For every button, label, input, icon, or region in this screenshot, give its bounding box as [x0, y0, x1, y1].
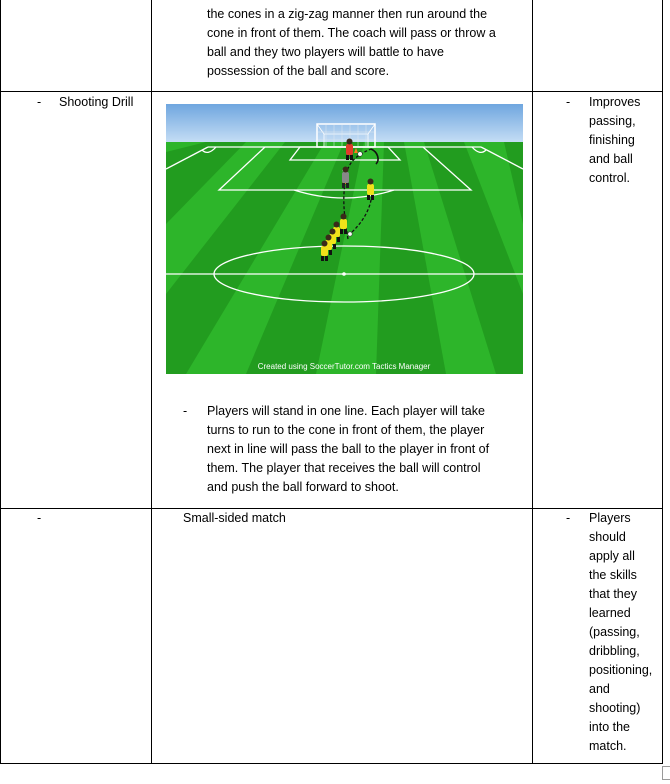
row2-outcome-line: passing, [589, 114, 636, 128]
shooting-drill-diagram [166, 104, 523, 374]
row3-outcome-line: should [589, 530, 626, 544]
row3-outcome [589, 509, 652, 756]
row2-description-line: and push the ball forward to shoot. [207, 480, 399, 494]
row3-outcome-line: into the [589, 720, 631, 734]
page-corner-marker [662, 766, 670, 780]
row2-description-line: next in line will pass the ball to the player in front of [207, 442, 490, 456]
row2-description-line: them. The player that receives the ball will control [207, 461, 481, 475]
table-row-divider-1 [0, 91, 663, 92]
table-border-left [0, 0, 1, 764]
row3-description: Small-sided match [183, 511, 286, 525]
row2-outcome-line: control. [589, 171, 630, 185]
row2-description [207, 402, 489, 497]
row2-outcome [589, 93, 640, 188]
row1-description-line: the cones in a zig-zag manner then run around the [207, 7, 488, 21]
row1-description-line: possession of the ball and score. [207, 64, 390, 78]
row1-description [207, 5, 496, 81]
row3-outcome-line: and [589, 682, 610, 696]
row3-outcome-line: positioning, [589, 663, 653, 677]
row3-outcome-line: dribbling, [589, 644, 640, 658]
row3-outcome-line: the skills [589, 568, 637, 582]
row3-outcome-line: (passing, [589, 625, 640, 639]
row3-outcome-line: match. [589, 739, 627, 753]
row2-outcome-bullet: - [566, 95, 571, 109]
row3-activity-bullet: - [37, 511, 42, 525]
row3-outcome-line: that they [589, 587, 637, 601]
row3-outcome-line: Players [589, 511, 631, 525]
table-divider-col1 [151, 0, 152, 764]
row3-outcome-line: apply all [589, 549, 635, 563]
row2-activity-label: Shooting Drill [59, 95, 134, 109]
table-border-right [662, 0, 663, 764]
diagram-caption: Created using SoccerTutor.com Tactics Manager [257, 362, 431, 371]
row1-description-line: ball and they two players will battle to have [207, 45, 444, 59]
table-row-divider-2 [0, 508, 663, 509]
row2-description-line: Players will stand in one line. Each player will take [207, 404, 485, 418]
table-border-bottom [0, 763, 663, 764]
row2-outcome-line: Improves [589, 95, 641, 109]
row1-description-line: cone in front of them. The coach will pass or throw a [207, 26, 496, 40]
row2-outcome-line: and ball [589, 152, 633, 166]
row3-outcome-line: learned [589, 606, 631, 620]
row2-outcome-line: finishing [589, 133, 635, 147]
row2-description-bullet: - [183, 404, 188, 418]
row2-activity-bullet: - [37, 95, 42, 109]
row3-outcome-bullet: - [566, 511, 571, 525]
table-divider-col2 [532, 0, 533, 764]
row3-outcome-line: shooting) [589, 701, 641, 715]
row2-description-line: turns to run to the cone in front of them, the player [207, 423, 485, 437]
